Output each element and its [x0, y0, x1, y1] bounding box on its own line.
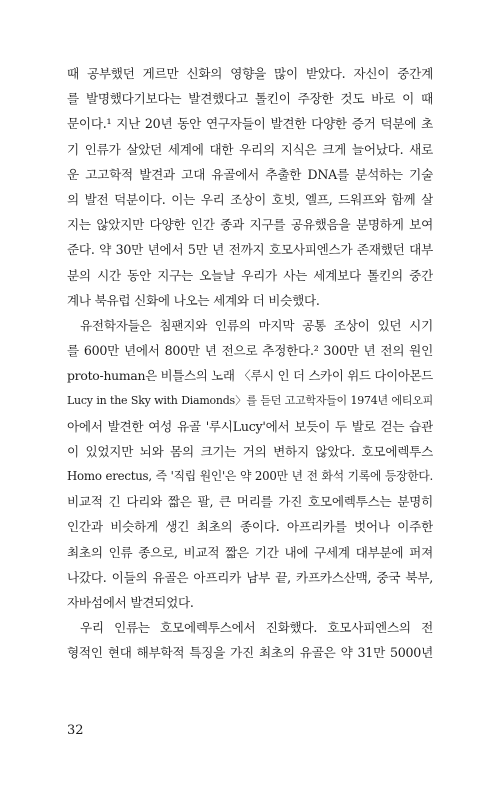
text-line: 분의 시간 동안 지구는 오늘날 우리가 사는 세계보다 톨킨의 중간 [67, 267, 433, 283]
paragraph-1 [67, 61, 433, 313]
text-line: 의 발전 덕분이다. 이는 우리 조상이 호빗, 엘프, 드워프와 함께 살 [67, 191, 433, 207]
text-line: 기 인류가 살았던 세계에 대한 우리의 지식은 크게 늘어났다. 새로 [67, 141, 433, 157]
text-line: 문이다.¹ 지난 20년 동안 연구자들이 발견한 다양한 증거 덕분에 초 [67, 116, 433, 132]
text-line: 계나 북유럽 신화에 나오는 세계와 더 비슷했다. [67, 292, 320, 308]
text-line: 를 발명했다기보다는 발견했다고 톨킨이 주장한 것도 바로 이 때 [67, 91, 433, 107]
text-line: 우리 인류는 호모에렉투스에서 진화했다. 호모사피엔스의 전 [80, 620, 433, 636]
text-line: proto-human은 비틀스의 노래 〈루시 인 더 스카이 위드 다이아몬드 [67, 368, 433, 384]
text-line: Homo erectus, 즉 '직립 원인'은 약 200만 년 전 화석 기록에 등장한다. [67, 469, 433, 483]
text-line: 나갔다. 이들의 유골은 아프리카 남부 끝, 카프카스산맥, 중국 북부, [67, 569, 433, 585]
text-line: 아에서 발견한 여성 유골 '루시Lucy'에서 보듯이 두 발로 걷는 습관 [67, 418, 433, 434]
paragraph-2 [67, 313, 433, 615]
text-line: 유전학자들은 침팬지와 인류의 마지막 공통 조상이 있던 시기 [80, 317, 433, 333]
text-line: 형적인 현대 해부학적 특징을 가진 최초의 유골은 약 31만 5000년 [67, 645, 433, 661]
text-line: 때 공부했던 게르만 신화의 영향을 많이 받았다. 자신이 중간계 [67, 66, 433, 81]
text-line: 이 있었지만 뇌와 몸의 크기는 거의 변하지 않았다. 호모에렉투스 [67, 443, 433, 459]
text-line: 최초의 인류 종으로, 비교적 짧은 기간 내에 구세계 대부분에 퍼져 [67, 544, 433, 560]
text-line: 지는 않았지만 다양한 인간 종과 지구를 공유했음을 분명하게 보여 [67, 217, 433, 233]
text-line: 인간과 비슷하게 생긴 최초의 종이다. 아프리카를 벗어나 이주한 [67, 519, 433, 535]
text-line: 비교적 긴 다리와 짧은 팔, 큰 머리를 가진 호모에렉투스는 분명히 [67, 494, 433, 510]
text-line: 를 600만 년에서 800만 년 전으로 추정한다.² 300만 년 전의 원인 [67, 343, 433, 359]
text-line: Lucy in the Sky with Diamonds〉를 듣던 고고학자들이 1974년 에티오피 [67, 394, 433, 408]
text-line: 준다. 약 30만 년에서 5만 년 전까지 호모사피엔스가 존재했던 대부 [67, 242, 433, 258]
text-line: 자바섬에서 발견되었다. [67, 594, 194, 610]
page-number: 32 [67, 723, 84, 738]
text-line: 운 고고학적 발견과 고대 유골에서 추출한 DNA를 분석하는 기술 [67, 166, 433, 182]
paragraph-3 [67, 615, 433, 665]
body-text [67, 61, 433, 666]
